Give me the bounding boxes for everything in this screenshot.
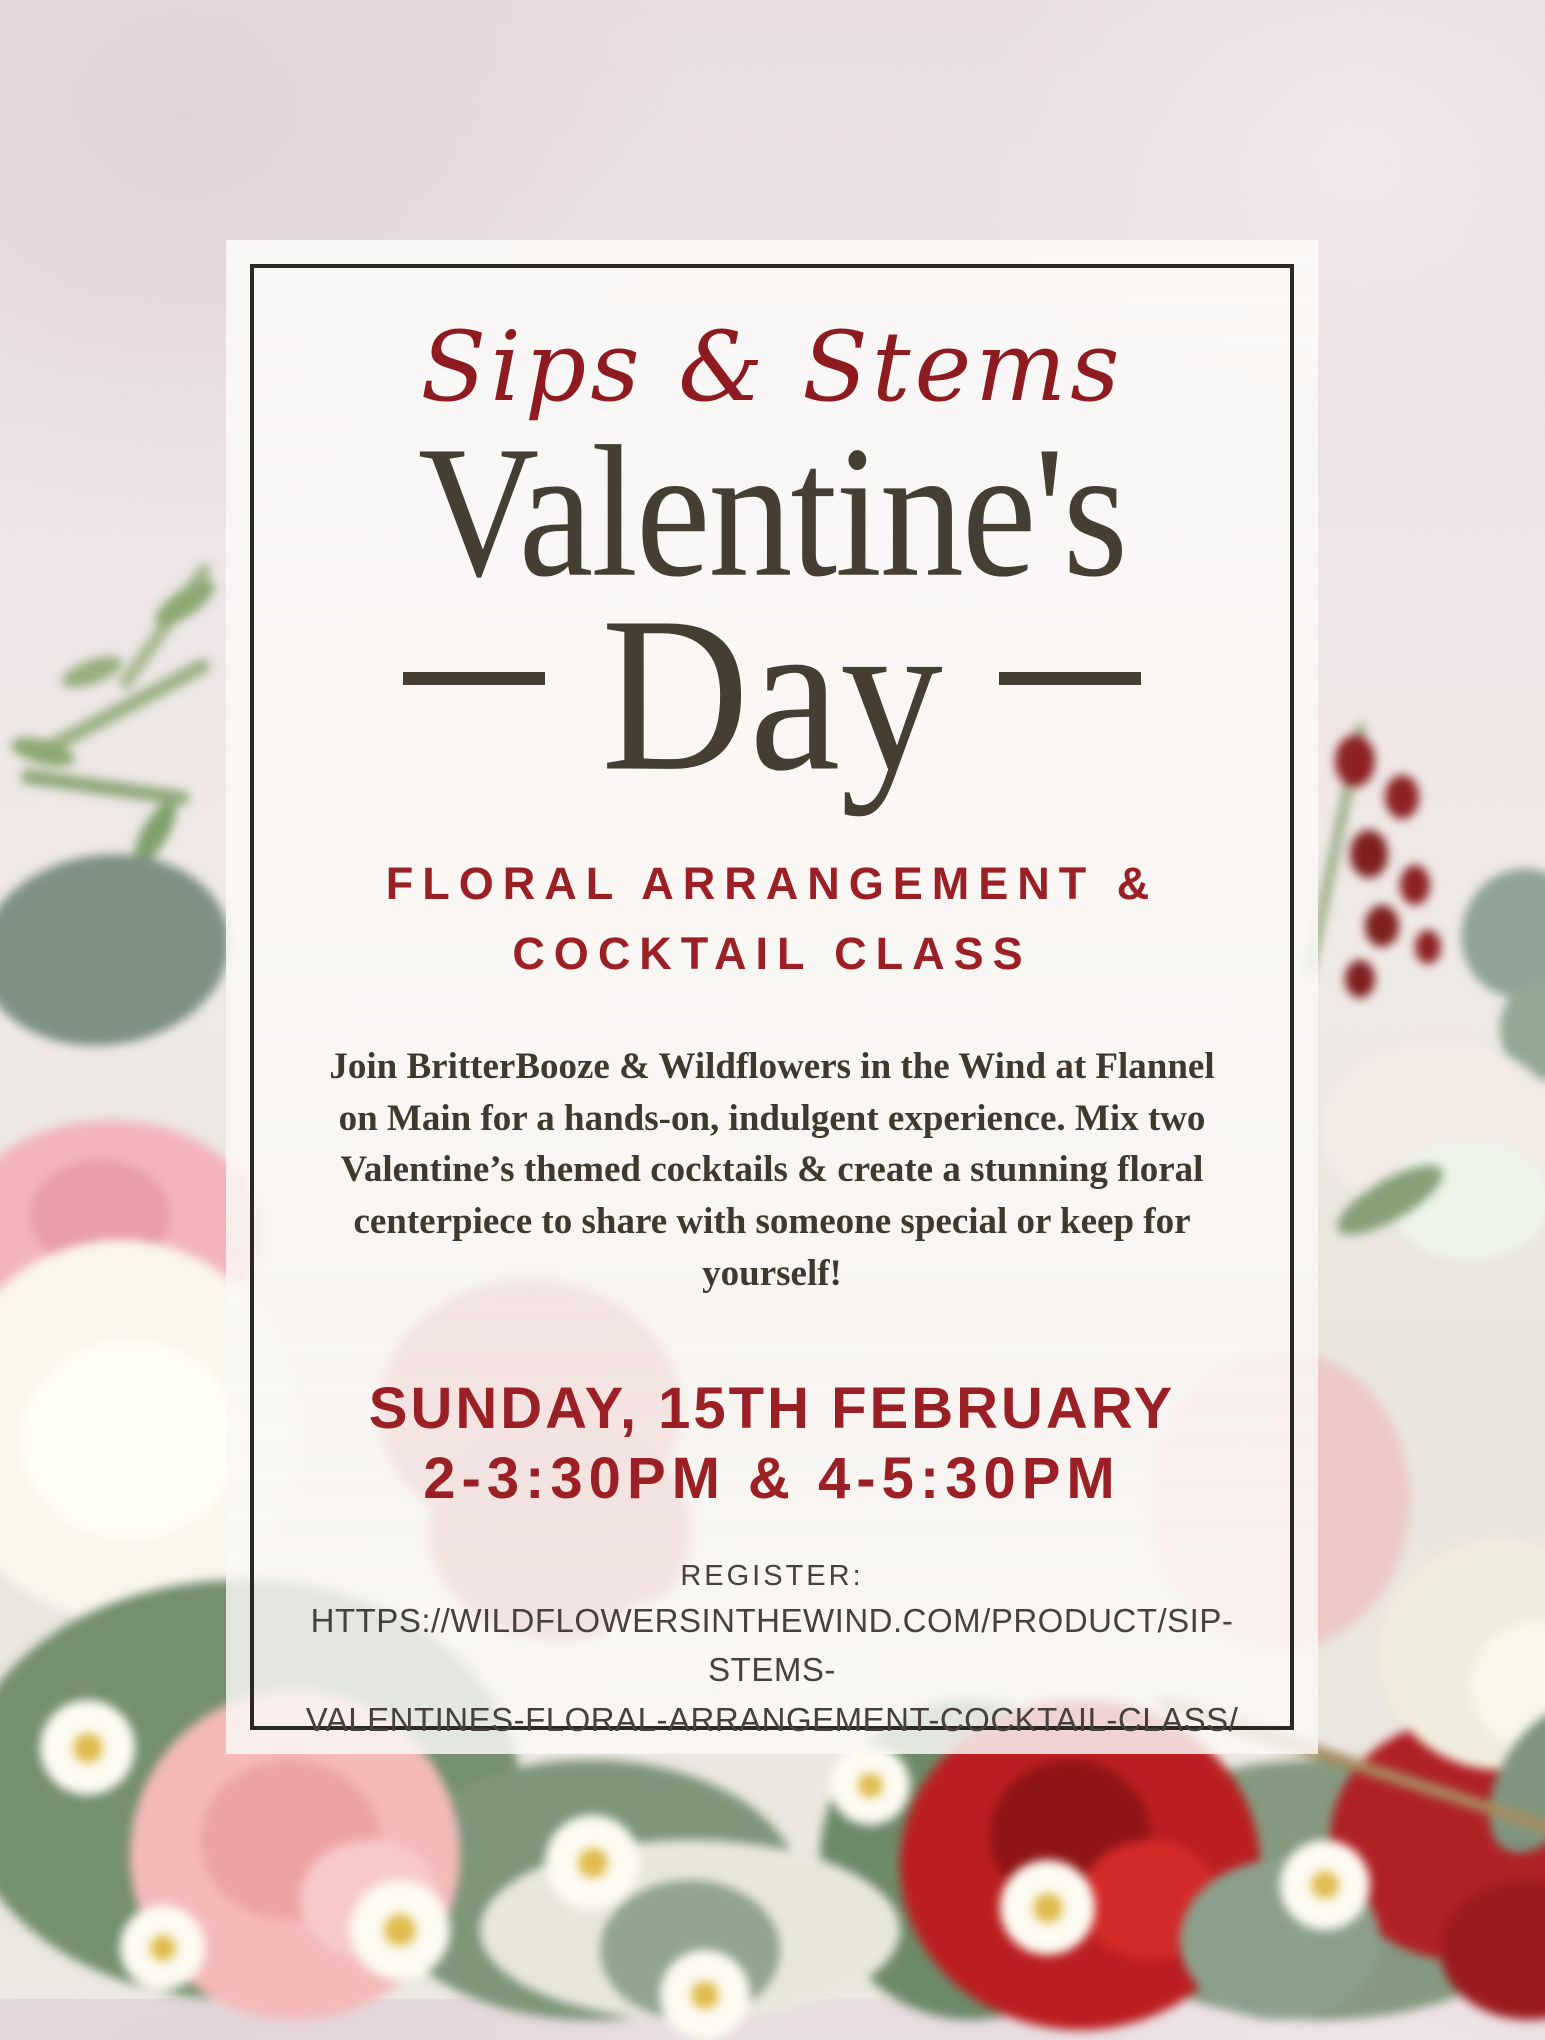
event-description: Join BritterBooze & Wildflowers in the Wind at Flannel on Main for a hands-on, indulgent experience. Mix two Valentine’s themed cocktails & create a stunning floral centerpiece to share with someone special or keep for yourself!: [329, 1045, 1215, 1295]
main-title-line2-row: [403, 572, 1141, 818]
berry: [1385, 775, 1419, 819]
daisy-flower: [120, 1905, 205, 1990]
script-title: Sips & Stems: [420, 311, 1124, 423]
register-url-line2: VALENTINES-FLORAL-ARRANGEMENT-COCKTAIL-CLASS/: [305, 1700, 1239, 1738]
daisy-flower: [660, 1950, 750, 2040]
flyer-card: [226, 240, 1318, 1754]
card-content: [254, 268, 1290, 1738]
white-mum: [20, 1340, 240, 1540]
event-time: 2-3:30PM & 4-5:30PM: [423, 1446, 1121, 1512]
daisy-flower: [1280, 1840, 1370, 1930]
daisy-flower: [350, 1880, 450, 1980]
eucalyptus-leaf: [0, 839, 242, 1062]
subtitle: [386, 849, 1158, 989]
main-title-line2: Day: [601, 572, 943, 818]
event-date: SUNDAY, 15TH FEBRUARY: [368, 1375, 1176, 1441]
berry: [1365, 905, 1399, 947]
berry: [1350, 830, 1388, 878]
daisy-flower: [830, 1745, 910, 1825]
register-url: [254, 1596, 1290, 1745]
right-dash: [999, 672, 1141, 685]
stem: [20, 768, 190, 807]
leaf: [149, 572, 221, 633]
daisy-flower: [40, 1700, 135, 1795]
berry: [1345, 960, 1375, 998]
subtitle-line1: FLORAL ARRANGEMENT &: [385, 858, 1159, 910]
main-title-line1: Valentine's: [417, 408, 1127, 617]
berry: [1415, 930, 1441, 964]
left-dash: [403, 672, 545, 685]
daisy-flower: [545, 1815, 640, 1910]
daisy-flower: [1000, 1860, 1095, 1955]
berry: [1335, 735, 1375, 787]
berry: [1400, 865, 1430, 905]
subtitle-line2: COCKTAIL CLASS: [512, 928, 1032, 980]
register-url-line1: HTTPS://WILDFLOWERSINTHEWIND.COM/PRODUCT/SIP-STEMS-: [310, 1601, 1234, 1689]
leaf: [58, 650, 126, 694]
register-label: REGISTER:: [680, 1559, 864, 1592]
